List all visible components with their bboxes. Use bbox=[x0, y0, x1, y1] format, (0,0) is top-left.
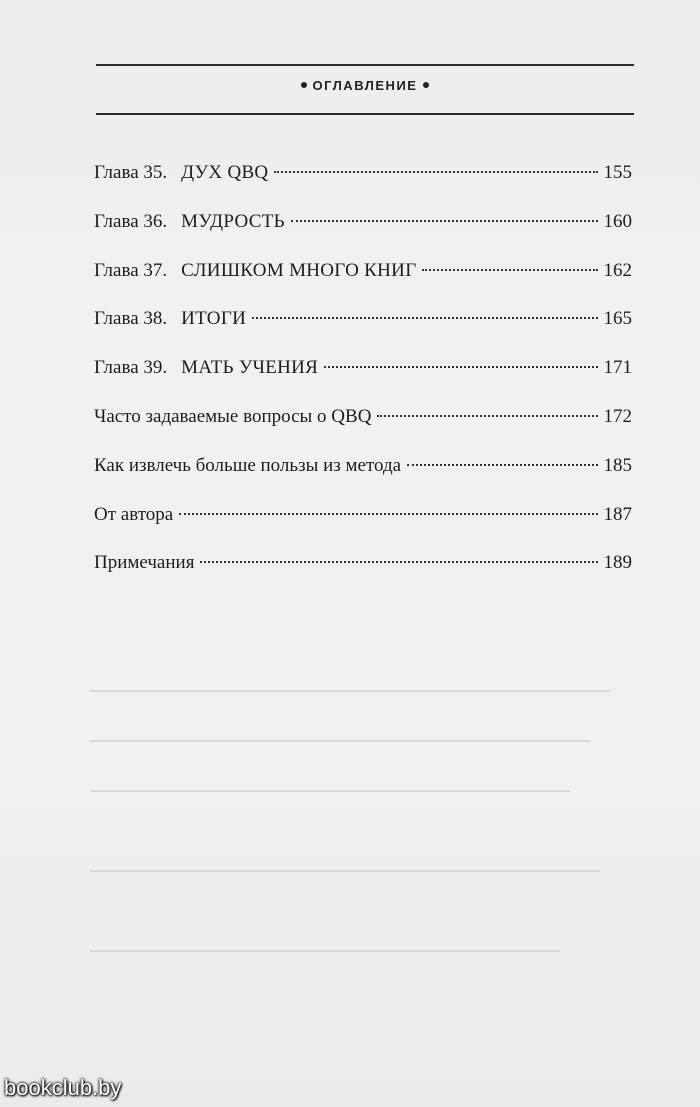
dot-leader bbox=[422, 269, 597, 271]
bullet-icon bbox=[301, 82, 307, 88]
header-top-rule bbox=[96, 64, 634, 66]
toc-entry bbox=[94, 158, 632, 207]
dot-leader bbox=[274, 171, 597, 173]
bleed-through-line bbox=[90, 870, 600, 872]
page-number: 160 bbox=[603, 210, 632, 232]
dot-leader bbox=[252, 317, 597, 319]
page-header bbox=[96, 78, 634, 93]
bleed-through-line bbox=[90, 740, 590, 742]
dot-leader bbox=[407, 464, 597, 466]
page-number: 171 bbox=[603, 357, 632, 379]
dot-leader bbox=[291, 220, 598, 222]
chapter-title: ДУХ QBQ bbox=[181, 162, 269, 183]
page-number: 165 bbox=[603, 308, 632, 330]
dot-leader bbox=[377, 415, 597, 417]
page-number: 189 bbox=[603, 552, 632, 574]
dot-leader bbox=[179, 513, 597, 515]
toc-entry bbox=[94, 353, 632, 402]
section-title: Примечания bbox=[94, 552, 195, 574]
toc-entry bbox=[94, 304, 632, 353]
chapter-title: ИТОГИ bbox=[181, 308, 247, 330]
chapter-title: МУДРОСТЬ bbox=[181, 210, 285, 232]
bleed-through-line bbox=[90, 950, 560, 952]
page-number: 155 bbox=[603, 162, 632, 183]
section-title: От автора bbox=[94, 503, 174, 525]
page-number: 162 bbox=[603, 259, 632, 281]
toc-entry bbox=[94, 451, 632, 500]
section-title: Часто задаваемые вопросы о QBQ bbox=[94, 405, 372, 427]
table-of-contents bbox=[94, 158, 632, 597]
chapter-number: Глава 39. bbox=[94, 357, 168, 379]
chapter-title: СЛИШКОМ МНОГО КНИГ bbox=[181, 259, 417, 281]
bullet-icon bbox=[423, 82, 429, 88]
watermark-text: bookclub.by bbox=[4, 1075, 122, 1100]
toc-entry bbox=[94, 500, 632, 549]
chapter-number: Глава 37. bbox=[94, 259, 168, 281]
page-number: 187 bbox=[603, 503, 632, 525]
page-number: 185 bbox=[603, 454, 632, 476]
header-bottom-rule bbox=[96, 113, 634, 115]
toc-entry bbox=[94, 402, 632, 451]
chapter-number: Глава 36. bbox=[94, 210, 168, 232]
toc-entry bbox=[94, 256, 632, 305]
chapter-title: МАТЬ УЧЕНИЯ bbox=[181, 357, 319, 379]
chapter-number: Глава 35. bbox=[94, 162, 168, 183]
section-title: Как извлечь больше пользы из метода bbox=[94, 454, 402, 476]
chapter-number: Глава 38. bbox=[94, 308, 168, 330]
bleed-through-line bbox=[90, 790, 570, 792]
bleed-through-line bbox=[90, 690, 610, 692]
dot-leader bbox=[324, 366, 597, 368]
page-title: ОГЛАВЛЕНИЕ bbox=[312, 78, 418, 93]
page-number: 172 bbox=[603, 405, 632, 427]
toc-entry bbox=[94, 548, 632, 597]
dot-leader bbox=[200, 561, 597, 563]
toc-entry bbox=[94, 207, 632, 256]
